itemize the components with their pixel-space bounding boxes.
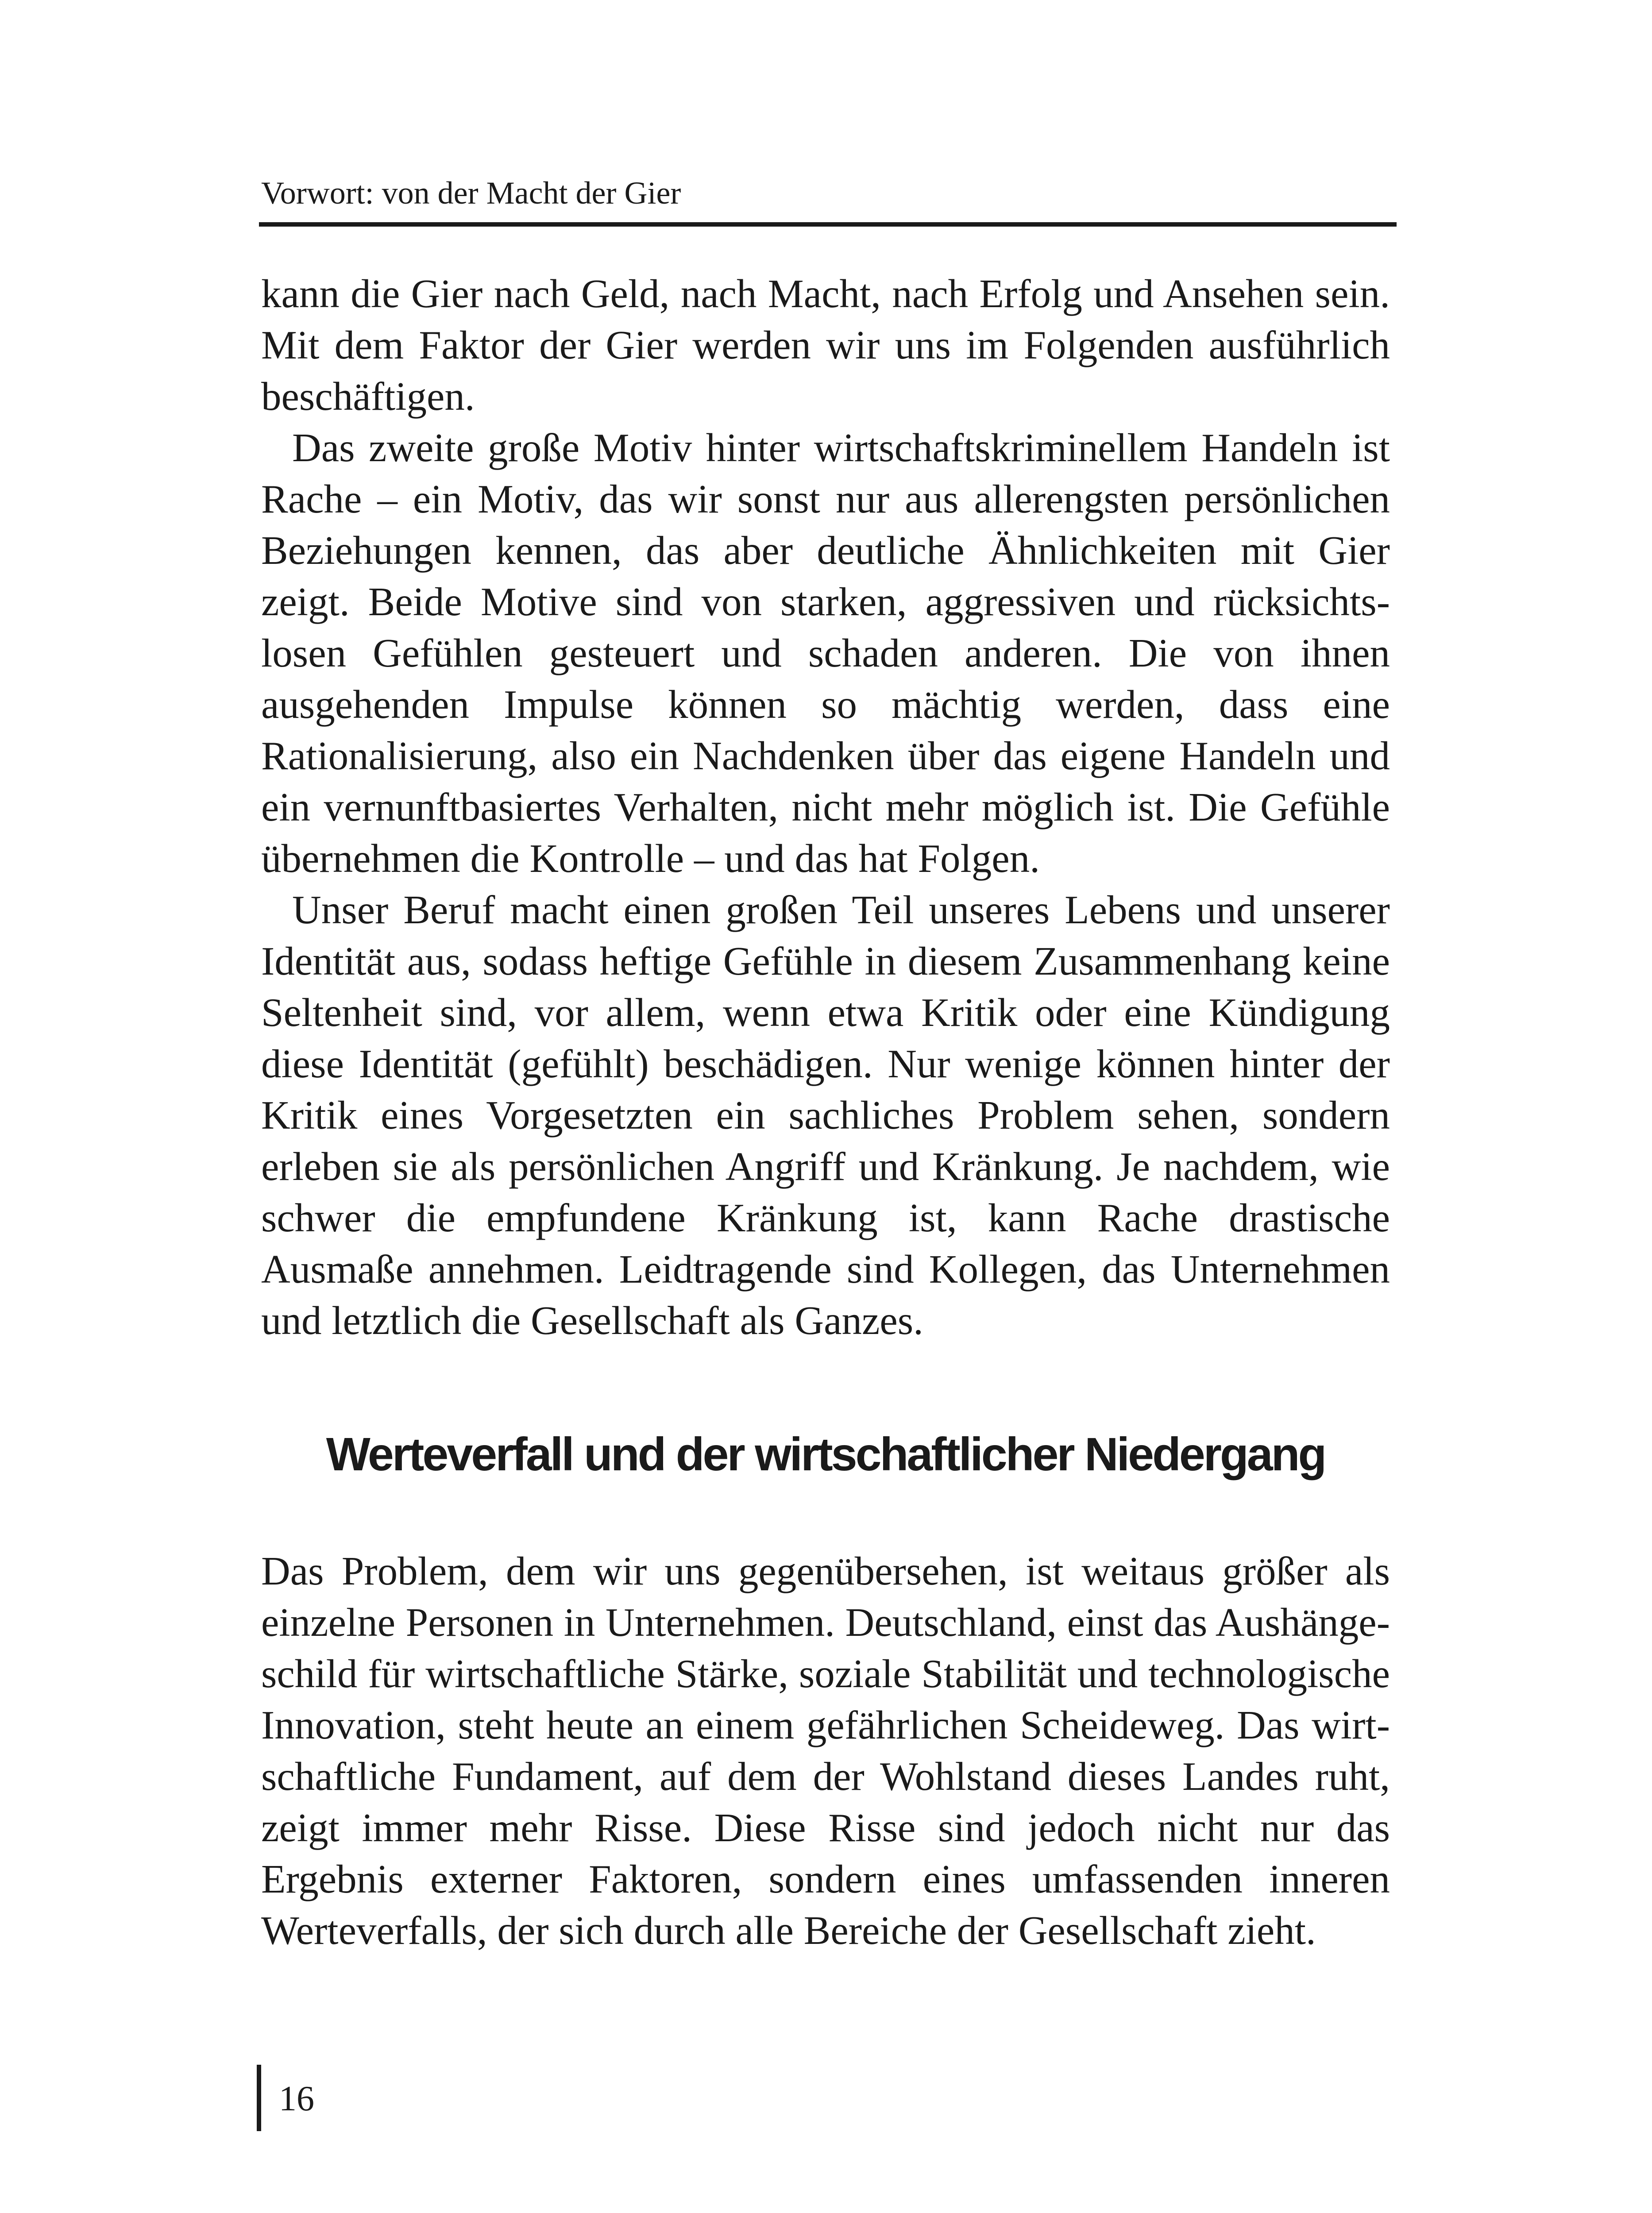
header-rule	[259, 222, 1397, 227]
paragraph-continuation: kann die Gier nach Geld, nach Macht, nach Erfolg und Ansehen sein. Mit dem Faktor der Gier werden wir uns im Folgenden ausführlich beschäftigen.	[261, 271, 1390, 419]
folio-bar	[257, 2065, 261, 2131]
running-head: Vorwort: von der Macht der Gier	[261, 175, 681, 211]
paragraph-revenge-motive: Das zweite große Motiv hinter wirtschaftskriminellem Handeln ist Rache – ein Motiv, das wir sonst nur aus allerengsten persönlichen Beziehungen kennen, das aber deutliche Ähnlichkeiten mit Gier zeigt. Beide Motive sind von starken, aggressiven und rücksichtslosen Gefühlen gesteuert und schaden anderen. Die von ihnen ausgehenden Impulse können so mächtig werden, dass eine Rationalisierung, also ein Nachdenken über das eigene Handeln und ein vernunftbasiertes Verhalten, nicht mehr möglich ist. Die Gefühle übernehmen die Kontrolle – und das hat Folgen.	[261, 425, 1390, 881]
page-number: 16	[279, 2079, 314, 2118]
paragraph-job-identity: Unser Beruf macht einen großen Teil unseres Lebens und unserer Identität aus, sodass heftige Gefühle in diesem Zusammenhang keine Seltenheit sind, vor allem, wenn etwa Kritik oder eine Kündigung diese Identität (gefühlt) beschädigen. Nur wenige können hinter der Kritik eines Vorgesetzten ein sachliches Problem sehen, sondern erleben sie als persönlichen Angriff und Kränkung. Je nachdem, wie schwer die empfundene Kränkung ist, kann Rache drastische Ausmaße annehmen. Leidtragende sind Kollegen, das Unternehmen und letztlich die Gesellschaft als Ganzes.	[261, 887, 1390, 1343]
section-heading: Werteverfall und der wirtschaftlicher Niedergang	[326, 1428, 1325, 1480]
section-body-text	[261, 1546, 1390, 1956]
paragraph-germany-decline: Das Problem, dem wir uns gegenübersehen, ist weitaus größer als einzelne Personen in Unternehmen. Deutschland, einst das Aushängeschild für wirtschaftliche Stärke, soziale Stabilität und technologische Innovation, steht heute an einem gefährlichen Scheideweg. Das wirtschaftliche Fundament, auf dem der Wohlstand dieses Landes ruht, zeigt immer mehr Risse. Diese Risse sind jedoch nicht nur das Ergebnis externer Faktoren, sondern eines umfassenden inneren Werteverfalls, der sich durch alle Bereiche der Gesellschaft zieht.	[261, 1549, 1390, 1953]
body-text	[261, 268, 1390, 1346]
